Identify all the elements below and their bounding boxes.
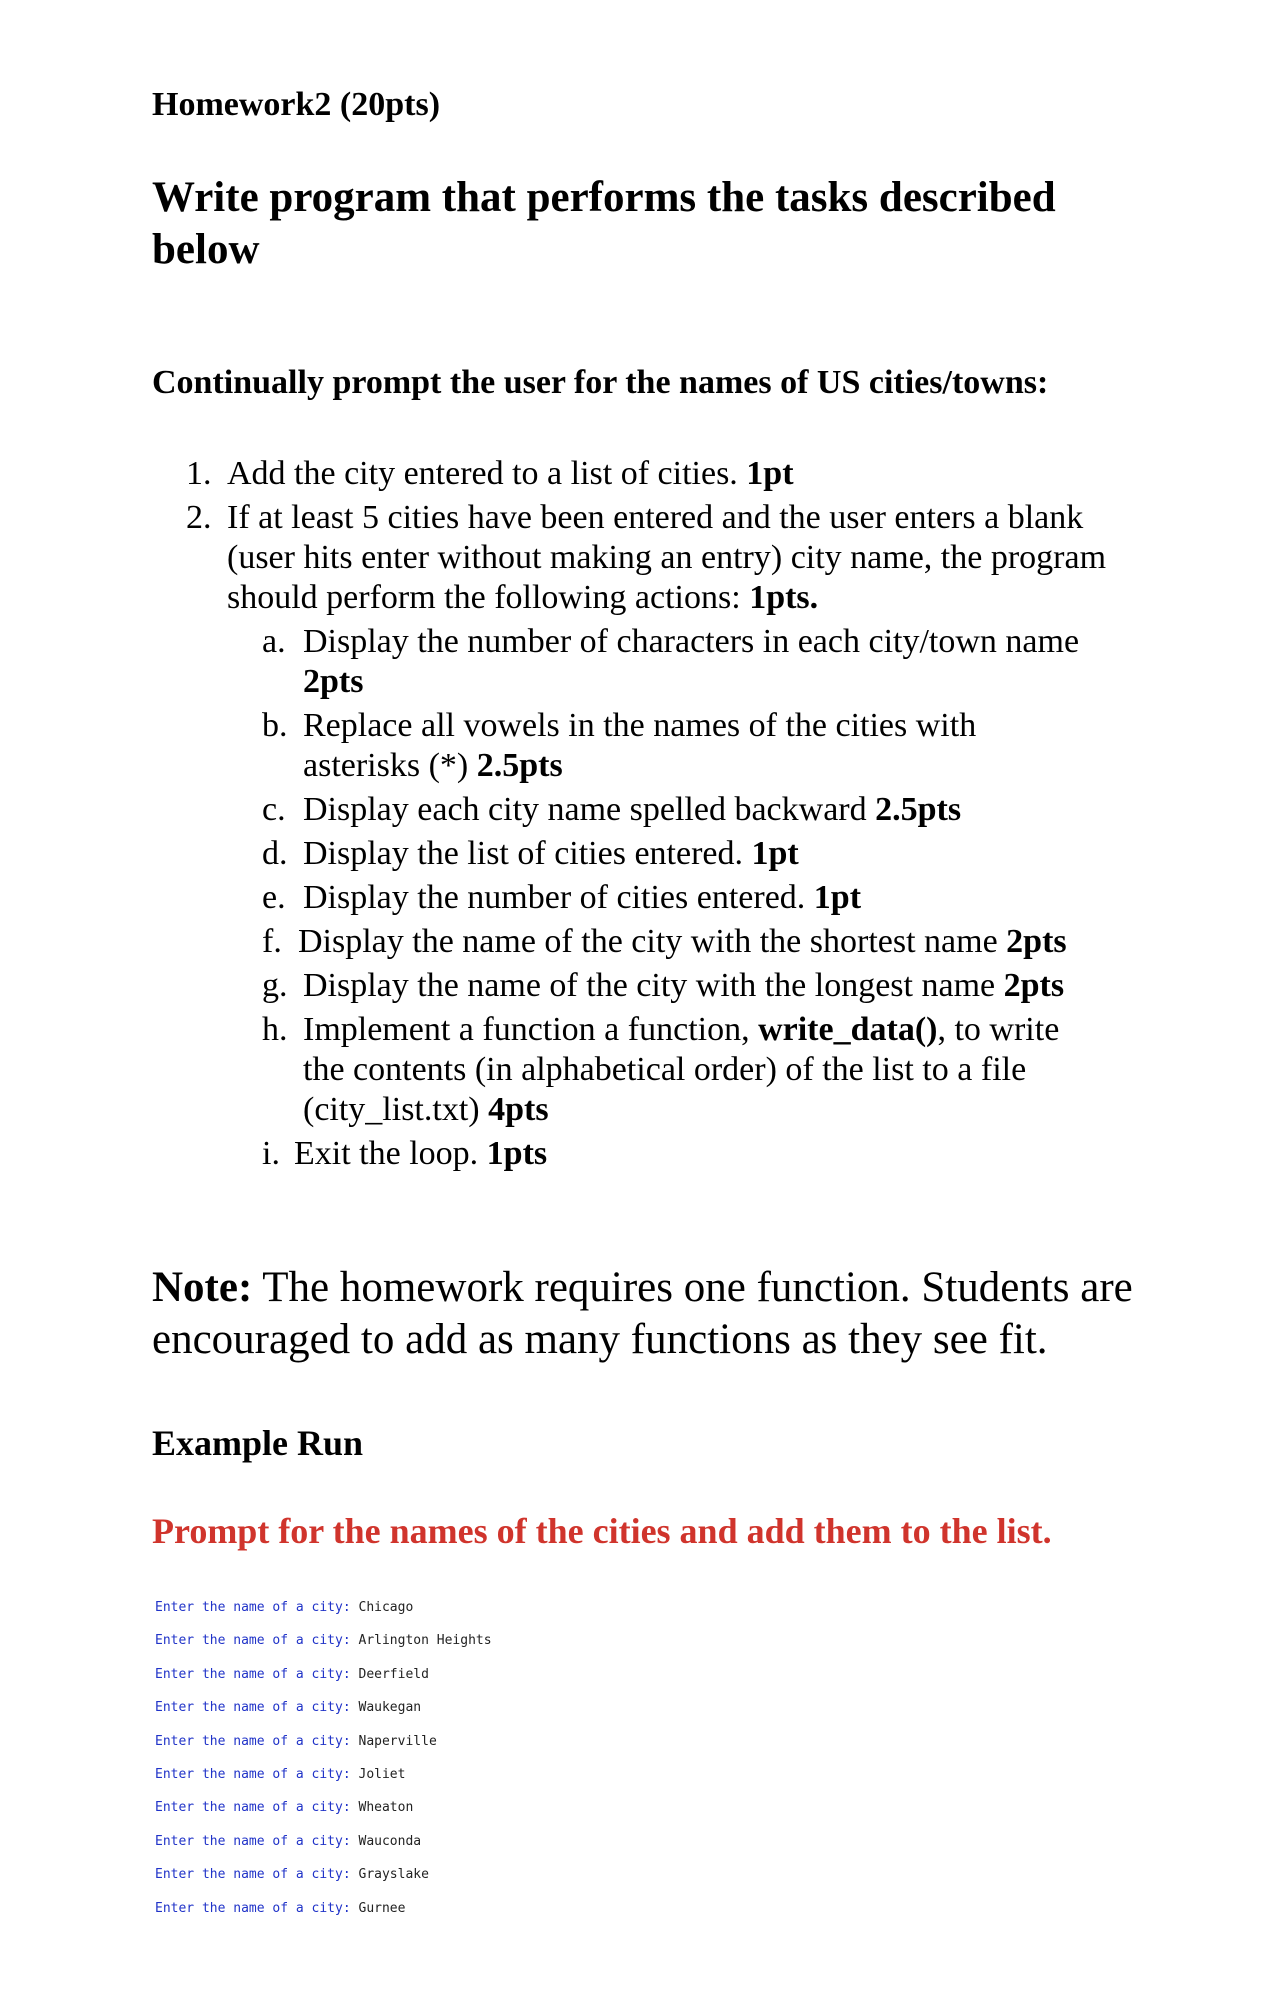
subtask-text: Display the number of characters in each city/town name [303,623,1080,660]
subtask-item-i [262,1134,1124,1174]
subtask-letter: b. [262,707,288,744]
subtask-item-d [262,834,1133,874]
console-prompt: Enter the name of a city: [155,1666,351,1682]
console-prompt: Enter the name of a city: [155,1900,351,1916]
console-prompt: Enter the name of a city: [155,1800,351,1816]
task-item-1 [186,454,1147,494]
note-paragraph [152,1262,1152,1366]
subtask-points: 4pts [488,1091,549,1128]
homework-title: Homework2 (20pts) [152,86,441,123]
note-text: The homework requires one function. Students are encouraged to add as many functions as they see fit. [152,1264,1133,1363]
example-run-heading: Example Run [152,1423,364,1463]
subtask-letter: g. [262,967,288,1004]
console-line [155,1665,492,1698]
console-value: Wauconda [358,1833,422,1849]
subtask-text: Display each city name spelled backward [303,791,876,828]
console-line [155,1832,492,1865]
console-value: Deerfield [358,1666,429,1682]
console-value: Chicago [358,1600,414,1615]
console-line [155,1798,492,1831]
subtask-points: 2pts [1003,967,1065,1004]
assignment-heading: Write program that performs the tasks described below [152,174,1056,273]
console-line [155,1865,492,1898]
task-number: 2. [186,499,212,536]
subtask-letter: f. [262,923,282,960]
console-line [155,1598,492,1631]
subtask-text: , to write the contents (in alphabetical order) of the list to a file (city_list.txt) [303,1011,1060,1128]
section-heading: Continually prompt the user for the names of US cities/towns: [152,364,1049,401]
subtask-item-b [262,706,1063,786]
console-line [155,1765,492,1798]
console-prompt: Enter the name of a city: [155,1766,351,1782]
console-value: Naperville [358,1733,437,1749]
console-prompt: Enter the name of a city: [155,1633,351,1649]
subtask-letter: d. [262,835,288,872]
console-value: Joliet [358,1766,406,1782]
subtask-letter: i. [262,1135,280,1172]
subtask-letter: e. [262,879,286,916]
subtask-text: Implement a function a function, [303,1011,759,1048]
task-item-2 [186,498,1147,618]
subtask-letter: a. [262,623,286,660]
subtask-points: 1pt [751,835,799,872]
console-value: Arlington Heights [358,1633,492,1649]
subtask-points: 2.5pts [875,791,962,828]
console-line [155,1698,492,1731]
subtask-letter: h. [262,1011,288,1048]
note-label: Note: [152,1264,253,1311]
console-prompt: Enter the name of a city: [155,1833,351,1849]
console-line [155,1732,492,1765]
console-prompt: Enter the name of a city: [155,1733,351,1749]
task-points: 1pt [746,455,794,492]
task-text: If at least 5 cities have been entered and the user enters a blank (user hits enter without making an entry) city name, the program should perform the following actions: [227,499,1107,616]
subtask-points: 2pts [303,663,364,700]
subtask-points: 1pts [486,1135,548,1172]
subtask-item-c [262,790,1133,830]
console-prompt: Enter the name of a city: [155,1867,351,1883]
subtask-text: Display the number of cities entered. [303,879,814,916]
subtask-points: 2pts [1006,923,1067,960]
console-prompt: Enter the name of a city: [155,1700,351,1716]
subtask-text: Exit the loop. [294,1135,487,1172]
subtask-letter: c. [262,791,286,828]
subtask-text: Display the list of cities entered. [303,835,752,872]
subtask-points: 1pt [813,879,862,916]
subtask-item-h [262,1010,1103,1130]
console-value: Gurnee [358,1900,406,1916]
task-number: 1. [186,455,212,492]
console-value: Grayslake [358,1867,429,1883]
console-line [155,1899,492,1932]
function-name: write_data() [758,1011,938,1048]
subtask-item-e [262,878,1133,918]
subtask-text: Display the name of the city with the longest name [303,967,1004,1004]
subtask-item-g [262,966,1133,1006]
subtask-text: Display the name of the city with the shortest name [298,923,1007,960]
console-output [155,1598,492,1932]
subtask-item-a [262,622,1123,702]
console-line [155,1631,492,1664]
subtask-text: Replace all vowels in the names of the cities with asterisks (*) [303,707,977,784]
task-text: Add the city entered to a list of cities. [227,455,747,492]
subtask-points: 2.5pts [476,747,563,784]
console-value: Wheaton [358,1800,414,1816]
task-points: 1pts. [749,579,819,616]
prompt-heading: Prompt for the names of the cities and add them to the list. [152,1511,1052,1551]
subtask-item-f [262,922,1128,962]
console-value: Waukegan [358,1700,422,1716]
console-prompt: Enter the name of a city: [155,1600,351,1615]
